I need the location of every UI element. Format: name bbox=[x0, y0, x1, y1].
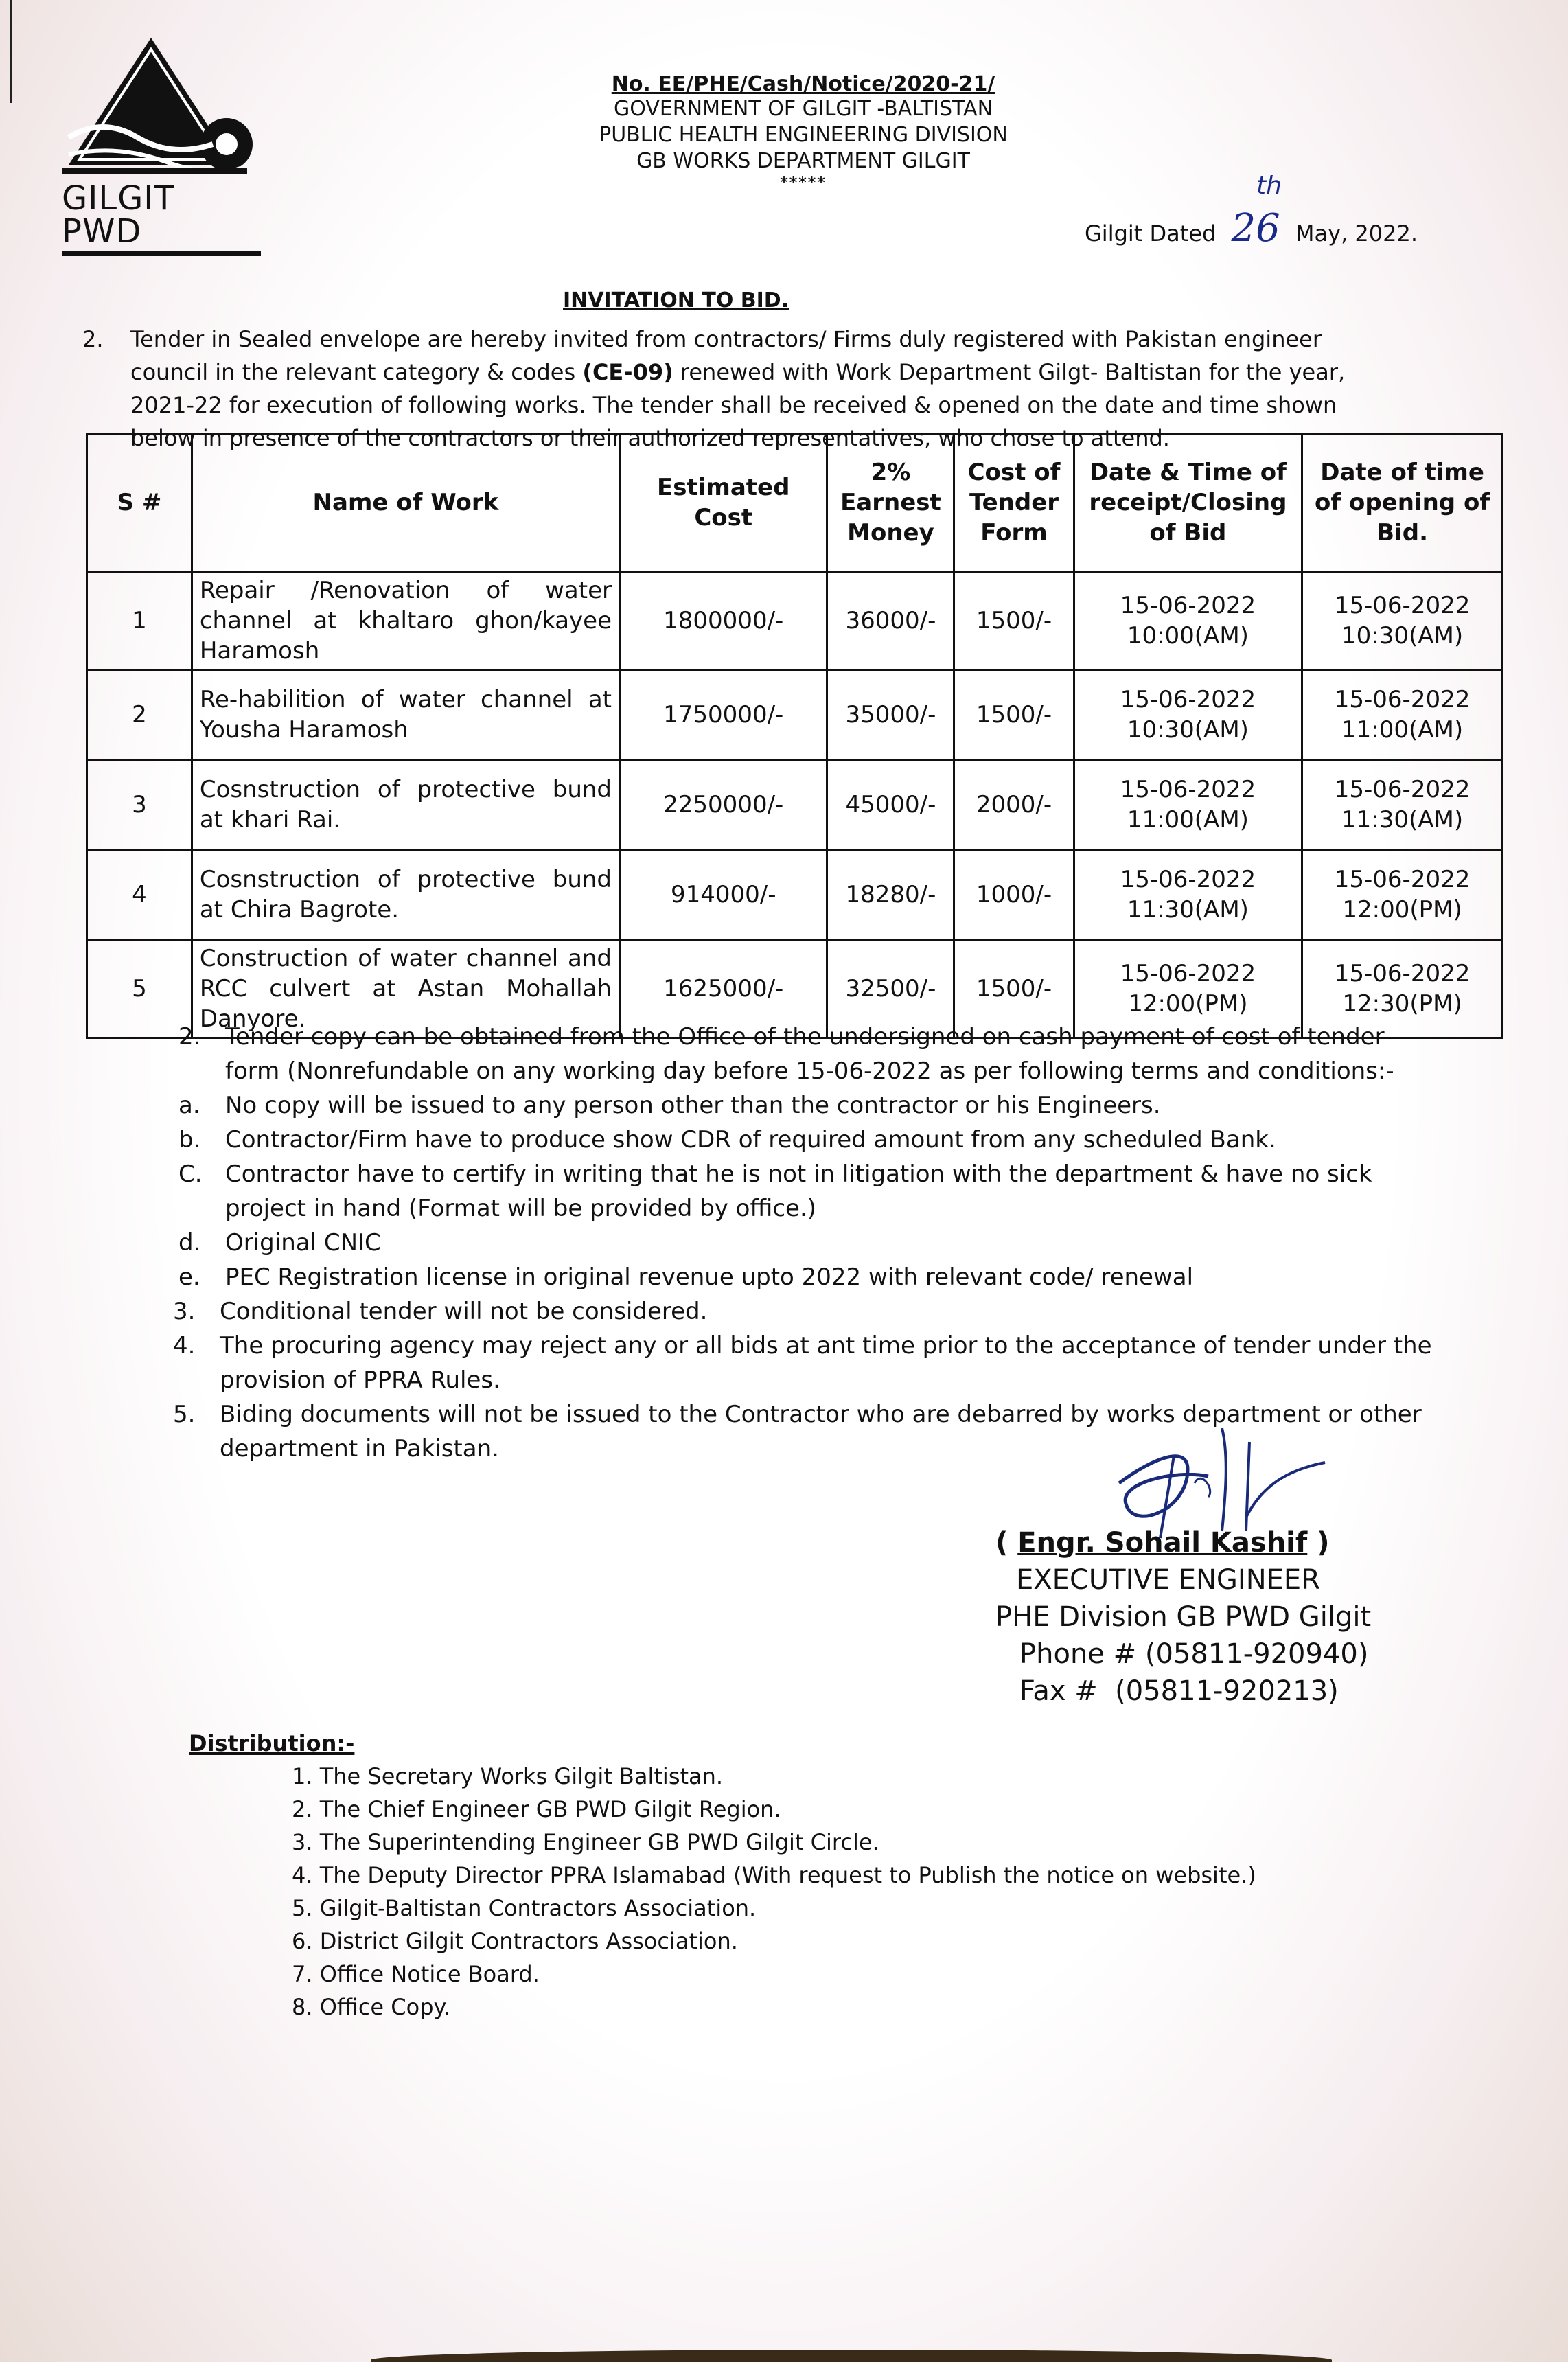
signatory-name-line: ( Engr. Sohail Kashif ) bbox=[995, 1527, 1330, 1559]
term-text: Contractor have to certify in writing that he is not in litigation with the department & have no sick project in hand (Format will be provided by office.) bbox=[225, 1160, 1372, 1222]
term-text: Biding documents will not be issued to the Contractor who are debarred by works department or other department in Pakistan. bbox=[220, 1401, 1422, 1463]
col-earnest-money: 2% Earnest Money bbox=[827, 434, 954, 572]
term-number: d. bbox=[178, 1229, 201, 1257]
term-text: No copy will be issued to any person other than the contractor or his Engineers. bbox=[225, 1092, 1161, 1119]
distribution-item: 6. District Gilgit Contractors Association. bbox=[292, 1928, 738, 1954]
cell-opening: 15-06-2022 12:30(PM) bbox=[1302, 940, 1503, 1038]
term-number: e. bbox=[178, 1263, 200, 1291]
term-text: PEC Registration license in original revenue upto 2022 with relevant code/ renewal bbox=[225, 1263, 1194, 1291]
signatory-office: PHE Division GB PWD Gilgit bbox=[995, 1601, 1372, 1633]
cell-earnest: 36000/- bbox=[827, 572, 954, 670]
table-row bbox=[87, 850, 1503, 940]
cell-earnest: 18280/- bbox=[827, 850, 954, 940]
cell-form: 1500/- bbox=[954, 572, 1074, 670]
cell-form: 2000/- bbox=[954, 760, 1074, 850]
term-item bbox=[178, 1088, 1435, 1123]
col-opening: Date of time of opening of Bid. bbox=[1302, 434, 1503, 572]
invitation-text-part: Tender in Sealed envelope are hereby invited from contractors/ Firms duly registered with Pakistan engineer council in the relevant category & codes bbox=[130, 326, 1322, 385]
distribution-item: 3. The Superintending Engineer GB PWD Gilgit Circle. bbox=[292, 1829, 879, 1855]
cell-name: Cosnstruction of protective bund at Chira Bagrote. bbox=[192, 850, 619, 940]
distribution-item: 5. Gilgit-Baltistan Contractors Association. bbox=[292, 1895, 757, 1921]
col-tender-form-cost: Cost of Tender Form bbox=[954, 434, 1074, 572]
cell-receipt: 15-06-2022 10:30(AM) bbox=[1074, 670, 1302, 760]
term-text: Contractor/Firm have to produce show CDR of required amount from any scheduled Bank. bbox=[225, 1126, 1276, 1154]
term-number: C. bbox=[178, 1160, 203, 1188]
paragraph-number: 2. bbox=[82, 326, 104, 352]
table-row bbox=[87, 760, 1503, 850]
cell-cost: 1750000/- bbox=[620, 670, 827, 760]
signatory-title: EXECUTIVE ENGINEER bbox=[1016, 1564, 1320, 1596]
dated-day-suffix: th bbox=[1256, 172, 1282, 200]
col-serial: S # bbox=[87, 434, 192, 572]
category-code: (CE-09) bbox=[582, 359, 673, 385]
distribution-item: 4. The Deputy Director PPRA Islamabad (With request to Publish the notice on website.) bbox=[292, 1862, 1256, 1888]
cell-name: Construction of water channel and RCC culvert at Astan Mohallah Danyore. bbox=[192, 940, 619, 1038]
terms-list bbox=[173, 1020, 1435, 1466]
scan-shadow bbox=[371, 2350, 1332, 2362]
term-item bbox=[173, 1329, 1435, 1397]
header-line-department: GB WORKS DEPARTMENT GILGIT bbox=[636, 149, 970, 173]
term-item bbox=[178, 1260, 1435, 1294]
scan-edge bbox=[10, 0, 12, 103]
signature-block bbox=[995, 1442, 1421, 1710]
handwritten-signature-icon bbox=[1105, 1428, 1332, 1545]
term-item bbox=[178, 1020, 1435, 1088]
cell-name: Cosnstruction of protective bund at khari Rai. bbox=[192, 760, 619, 850]
cell-name: Re-habilition of water channel at Yousha Haramosh bbox=[192, 670, 619, 760]
header-line-division: PUBLIC HEALTH ENGINEERING DIVISION bbox=[599, 123, 1008, 147]
date-line bbox=[1085, 172, 1418, 251]
distribution-item: 8. Office Copy. bbox=[292, 1994, 451, 2020]
cell-serial: 3 bbox=[87, 760, 192, 850]
term-number: b. bbox=[178, 1126, 201, 1154]
cell-cost: 914000/- bbox=[620, 850, 827, 940]
cell-cost: 1800000/- bbox=[620, 572, 827, 670]
cell-earnest: 32500/- bbox=[827, 940, 954, 1038]
term-text: Tender copy can be obtained from the Office of the undersigned on cash payment of cost of tender form (Nonrefundable on any working day before 15-06-2022 as per following terms and conditions:- bbox=[225, 1023, 1394, 1085]
cell-opening: 15-06-2022 10:30(AM) bbox=[1302, 572, 1503, 670]
cell-name: Repair /Renovation of water channel at khaltaro ghon/kayee Haramosh bbox=[192, 572, 619, 670]
term-text: Original CNIC bbox=[225, 1229, 381, 1257]
distribution-list bbox=[189, 1760, 1256, 2023]
distribution-section bbox=[189, 1727, 1256, 2023]
cell-opening: 15-06-2022 12:00(PM) bbox=[1302, 850, 1503, 940]
cell-form: 1000/- bbox=[954, 850, 1074, 940]
cell-serial: 2 bbox=[87, 670, 192, 760]
header-line-government: GOVERNMENT OF GILGIT -BALTISTAN bbox=[613, 97, 993, 121]
term-number: 4. bbox=[173, 1332, 196, 1360]
cell-cost: 2250000/- bbox=[620, 760, 827, 850]
distribution-item: 7. Office Notice Board. bbox=[292, 1961, 540, 1987]
table-row bbox=[87, 670, 1503, 760]
term-number: 5. bbox=[173, 1401, 196, 1428]
term-number: 3. bbox=[173, 1298, 196, 1325]
table-row bbox=[87, 572, 1503, 670]
signatory-fax: Fax # (05811-920213) bbox=[1019, 1675, 1339, 1707]
term-text: The procuring agency may reject any or all bids at ant time prior to the acceptance of tender under the provision of PPRA Rules. bbox=[220, 1332, 1432, 1394]
cell-serial: 5 bbox=[87, 940, 192, 1038]
signatory-phone: Phone # (05811-920940) bbox=[1019, 1638, 1369, 1670]
logo-text: GILGIT PWD bbox=[62, 182, 261, 256]
invitation-title: INVITATION TO BID. bbox=[563, 288, 789, 312]
col-name-of-work: Name of Work bbox=[192, 434, 619, 572]
dated-prefix: Gilgit Dated bbox=[1085, 220, 1217, 246]
cell-cost: 1625000/- bbox=[620, 940, 827, 1038]
dated-day: 26 bbox=[1231, 206, 1280, 251]
term-item bbox=[173, 1294, 1435, 1329]
works-table bbox=[86, 433, 1503, 1039]
cell-receipt: 15-06-2022 11:00(AM) bbox=[1074, 760, 1302, 850]
cell-earnest: 35000/- bbox=[827, 670, 954, 760]
col-receipt-closing: Date & Time of receipt/Closing of Bid bbox=[1074, 434, 1302, 572]
cell-earnest: 45000/- bbox=[827, 760, 954, 850]
gilgit-pwd-logo bbox=[62, 34, 268, 251]
cell-form: 1500/- bbox=[954, 670, 1074, 760]
cell-receipt: 15-06-2022 11:30(AM) bbox=[1074, 850, 1302, 940]
mountain-gear-icon bbox=[62, 34, 268, 185]
dated-suffix: May, 2022. bbox=[1295, 220, 1418, 246]
distribution-item: 1. The Secretary Works Gilgit Baltistan. bbox=[292, 1763, 724, 1789]
reference-number: No. EE/PHE/Cash/Notice/2020-21/ bbox=[611, 72, 995, 96]
term-number: a. bbox=[178, 1092, 200, 1119]
term-text: Conditional tender will not be considered. bbox=[220, 1298, 708, 1325]
term-number: 2. bbox=[178, 1023, 201, 1051]
col-estimated-cost: Estimated Cost bbox=[620, 434, 827, 572]
distribution-item: 2. The Chief Engineer GB PWD Gilgit Region. bbox=[292, 1796, 781, 1822]
cell-receipt: 15-06-2022 10:00(AM) bbox=[1074, 572, 1302, 670]
table-header-row bbox=[87, 434, 1503, 572]
signatory-name: Engr. Sohail Kashif bbox=[1017, 1527, 1308, 1559]
invitation-text-part: renewed with Work Department Gilgt- Baltistan for the year, 2021-22 for execution of following works. The tender shall be received & opened on the date and time shown below in presence of the contractors or their authorized representatives, who chose to attend. bbox=[130, 359, 1346, 451]
term-item bbox=[178, 1226, 1435, 1260]
cell-opening: 15-06-2022 11:30(AM) bbox=[1302, 760, 1503, 850]
cell-form: 1500/- bbox=[954, 940, 1074, 1038]
cell-opening: 15-06-2022 11:00(AM) bbox=[1302, 670, 1503, 760]
term-item bbox=[178, 1157, 1435, 1226]
distribution-title: Distribution:- bbox=[189, 1730, 355, 1756]
term-item bbox=[178, 1123, 1435, 1157]
cell-receipt: 15-06-2022 12:00(PM) bbox=[1074, 940, 1302, 1038]
header-stars: ***** bbox=[780, 174, 827, 192]
cell-serial: 4 bbox=[87, 850, 192, 940]
cell-serial: 1 bbox=[87, 572, 192, 670]
letterhead bbox=[563, 72, 1044, 192]
